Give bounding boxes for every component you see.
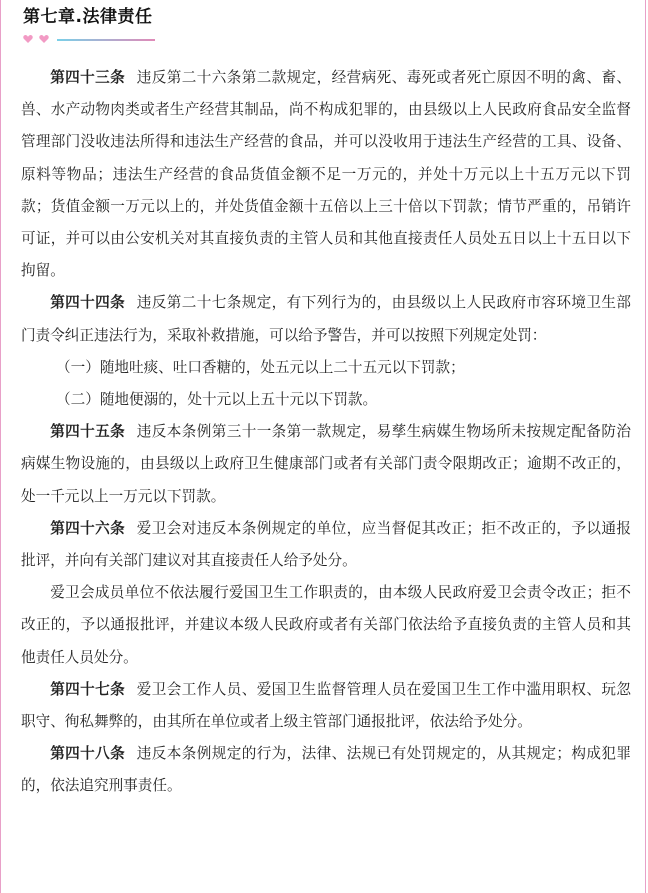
- heart-icon: [39, 34, 49, 44]
- paragraph-text: 违反第二十六条第二款规定，经营病死、毒死或者死亡原因不明的禽、畜、兽、水产动物肉类或者生产经营其制品，尚不构成犯罪的，由县级以上人民政府食品安全监督管理部门没收违法所得和违法生产经营的食品，并可以没收用于违法生产经营的工具、设备、原料等物品；违法生产经营的食品货值金额不足一万元的，并处十万元以上十五万元以下罚款；货值金额一万元以上的，并处货值金额十五倍以上三十倍以下罚款；情节严重的，吊销许可证，并可以由公安机关对其直接负责的主管人员和其他直接责任人员处五日以上十五日以下拘留。: [21, 69, 631, 280]
- list-item: [21, 352, 631, 384]
- paragraph: [21, 674, 631, 738]
- paragraph-text: 爱卫会对违反本条例规定的单位，应当督促其改正；拒不改正的，予以通报批评，并向有关部门建议对其直接责任人给予处分。: [21, 519, 631, 570]
- paragraph-text: 爱卫会工作人员、爱国卫生监督管理人员在爱国卫生工作中滥用职权、玩忽职守、徇私舞弊的，由其所在单位或者上级主管部门通报批评，依法给予处分。: [21, 680, 631, 731]
- paragraph-text: （一）随地吐痰、吐口香糖的，处五元以上二十五元以下罚款；: [56, 358, 465, 376]
- paragraph-text: 违反本条例规定的行为，法律、法规已有处罚规定的，从其规定；构成犯罪的，依法追究刑事责任。: [21, 745, 631, 795]
- article-label: 第四十四条: [50, 294, 126, 312]
- divider-line: [57, 39, 155, 41]
- chapter-header: [23, 4, 152, 30]
- list-item: [21, 384, 631, 416]
- paragraph-text: 违反第二十七条规定，有下列行为的，由县级以上人民政府市容环境卫生部门责令纠正违法行为，采取补救措施，可以给予警告，并可以按照下列规定处罚：: [21, 294, 631, 344]
- paragraph-text: 爱卫会成员单位不依法履行爱国卫生工作职责的，由本级人民政府爱卫会责令改正；拒不改正的，予以通报批评，并建议本级人民政府或者有关部门依法给予直接负责的主管人员和其他责任人员处分。: [21, 584, 631, 666]
- article-label: 第四十三条: [50, 69, 126, 86]
- paragraph: [21, 287, 631, 351]
- heart-icon: [23, 34, 33, 44]
- paragraph-text: （二）随地便溺的，处十元以上五十元以下罚款。: [56, 391, 378, 409]
- paragraph: [21, 738, 631, 802]
- paragraph: [21, 513, 631, 577]
- article-label: 第四十五条: [50, 423, 126, 441]
- paragraph: [21, 577, 631, 674]
- chapter-title: 第七章.法律责任: [23, 7, 153, 27]
- article-body: [21, 62, 631, 803]
- paragraph-text: 违反本条例第三十一条第一款规定，易孳生病媒生物场所未按规定配备防治病媒生物设施的，由县级以上政府卫生健康部门或者有关部门责令限期改正；逾期不改正的，处一千元以上一万元以下罚款。: [21, 423, 631, 505]
- article-label: 第四十七条: [50, 680, 126, 698]
- article-label: 第四十六条: [50, 519, 126, 537]
- paragraph: [21, 62, 631, 287]
- paragraph: [21, 416, 631, 513]
- title-decoration: [23, 33, 163, 45]
- article-label: 第四十八条: [50, 745, 126, 763]
